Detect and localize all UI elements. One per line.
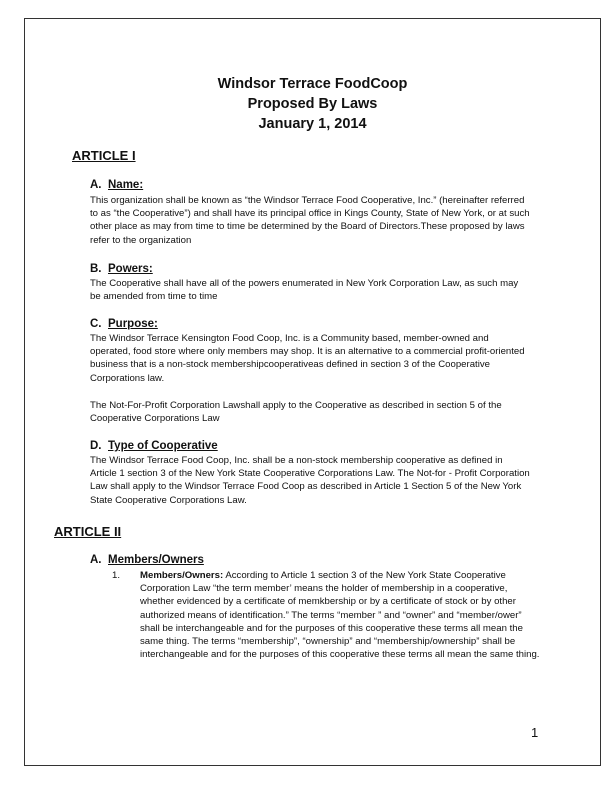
list-number: 1. <box>112 570 121 581</box>
page-number: 1 <box>531 725 539 740</box>
section-letter: C. <box>90 318 102 330</box>
section-label: Members/Owners <box>108 554 204 566</box>
list-item-body <box>140 569 542 661</box>
section-letter: A. <box>90 554 102 566</box>
list-item-term: Members/Owners: <box>140 570 224 581</box>
section-name-heading <box>90 179 143 191</box>
section-powers-heading <box>90 263 153 275</box>
section-powers-text: The Cooperative shall have all of the powers enumerated in New York Corporation Law, as such may be amended from time to time <box>90 278 519 303</box>
section-label: Purpose: <box>108 318 158 330</box>
section-purpose-text-2: The Not-For-Profit Corporation Lawshall apply to the Cooperative as described in section 5 of the Cooperative Corporations Law <box>90 400 502 425</box>
section-purpose-text: The Windsor Terrace Kensington Food Coop, Inc. is a Community based, member-owned and operated, food store where only members may shop. It is an alternative to a commercial profit-oriented business that is a non-stock membershipcooperativeas defined in section 3 of the Cooperative Corporations law. <box>90 333 525 384</box>
section-letter: A. <box>90 179 102 191</box>
section-name-text: This organization shall be known as “the Windsor Terrace Food Cooperative, Inc.” (hereinafter referred to as “the Cooperative”) and shall have its principal office in Kings County, State of New York, or at such other place as may from time to time be determined by the Board of Directors.These proposed by laws refer to the organization <box>90 195 530 246</box>
section-letter: B. <box>90 263 102 275</box>
org-title: Windsor Terrace FoodCoop <box>217 76 408 92</box>
section-letter: D. <box>90 440 102 452</box>
section-label: Name: <box>108 179 144 191</box>
section-label: Powers: <box>108 263 153 275</box>
section-label: Type of Cooperative <box>108 440 218 452</box>
document-date: January 1, 2014 <box>258 116 367 132</box>
section-type-heading <box>90 440 218 452</box>
section-type-text: The Windsor Terrace Food Coop, Inc. shall be a non-stock membership cooperative as defined in Article 1 section 3 of the New York State Cooperative Corporations Law. The Not-for - Profit Corporation Law shall apply to the Windsor Terrace Food Coop as described in Article 1 Section 5 of the New York State Cooperative Corporations Law. <box>90 455 530 506</box>
article-2-heading: ARTICLE II <box>54 524 122 539</box>
section-members-heading <box>90 554 204 566</box>
document-title: Proposed By Laws <box>247 96 378 112</box>
article-1-heading: ARTICLE I <box>72 148 136 163</box>
list-item <box>112 569 542 661</box>
section-purpose-heading <box>90 318 158 330</box>
list-item-text: According to Article 1 section 3 of the New York State Cooperative Corporation Law “the term member’ means the holder of membership in a cooperative, whether evidenced by a certificate of memkbership or by a certificate of stock or by other authorized means of identification.” The terms “member ” and “owner” and “member/ower” shall be interchangeable and for the purposes of this cooperative these terms all mean the same thing. The terms “membership”, “ownership” and “membership/ownership” shall be interchangeable and for the purposes of this cooperative these terms all mean the same thing. <box>140 570 540 661</box>
